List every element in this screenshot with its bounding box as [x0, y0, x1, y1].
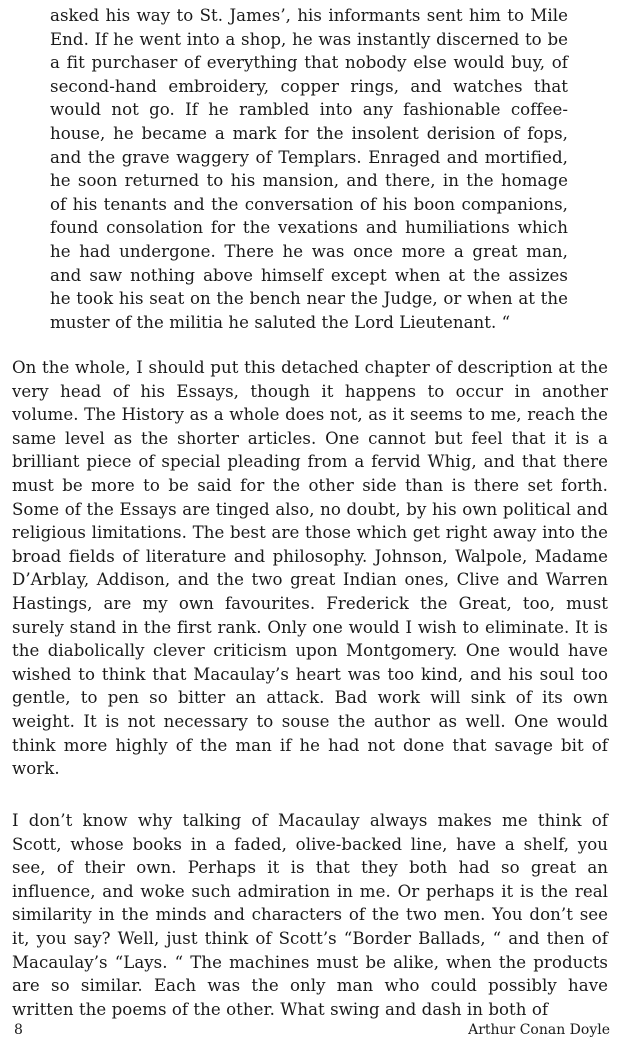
page-number: 8: [14, 1022, 23, 1038]
body-paragraph-scott: I don’t know why talking of Macaulay always makes me think of Scott, whose books in a faded, olive-backed line, have a shelf, you see, of their own. Perhaps it is that they both had so great an influence, and woke such admiration in me. Or perhaps it is the real similarity in the minds and characters of the two men. You don’t see it, you say? Well, just think of Scott’s “Border Ballads, “ and then of Macaulay’s “Lays. “ The machines must be alike, when the products are so similar. Each was the only man who could possibly have written the poems of the other. What swing and dash in both of: [12, 811, 608, 1019]
running-footer-author: Arthur Conan Doyle: [468, 1022, 610, 1038]
quoted-passage: asked his way to St. James’, his informants sent him to Mile End. If he went into a shop, he was instantly discerned to be a fit purchaser of everything that nobody else would buy, of second-hand embroidery, copper rings, and watches that would not go. If he rambled into any fashionable coffee-house, he became a mark for the insolent derision of fops, and the grave waggery of Templars. Enraged and mortified, he soon returned to his mansion, and there, in the homage of his tenants and the conversation of his boon companions, found consolation for the vexations and humiliations which he had undergone. There he was once more a great man, and saw nothing above himself except when at the assizes he took his seat on the bench near the Judge, or when at the muster of the militia he saluted the Lord Lieutenant. “: [50, 6, 568, 332]
body-paragraph-essays: On the whole, I should put this detached chapter of description at the very head of his Essays, though it happens to occur in another volume. The History as a whole does not, as it seems to me, reach the same level as the shorter articles. One cannot but feel that it is a brilliant piece of special pleading from a fervid Whig, and that there must be more to be said for the other side than is there set forth. Some of the Essays are tinged also, no doubt, by his own political and religious limitations. The best are those which get right away into the broad fields of literature and philosophy. Johnson, Walpole, Madame D’Arblay, Addison, and the two great Indian ones, Clive and Warren Hastings, are my own favourites. Frederick the Great, too, must surely stand in the first rank. Only one would I wish to eliminate. It is the diabolically clever criticism upon Montgomery. One would have wished to think that Macaulay’s heart was too kind, and his soul too gentle, to pen so bitter an attack. Bad work will sink of its own weight. It is not necessary to souse the author as well. One would think more highly of the man if he had not done that savage bit of work.: [12, 358, 608, 779]
